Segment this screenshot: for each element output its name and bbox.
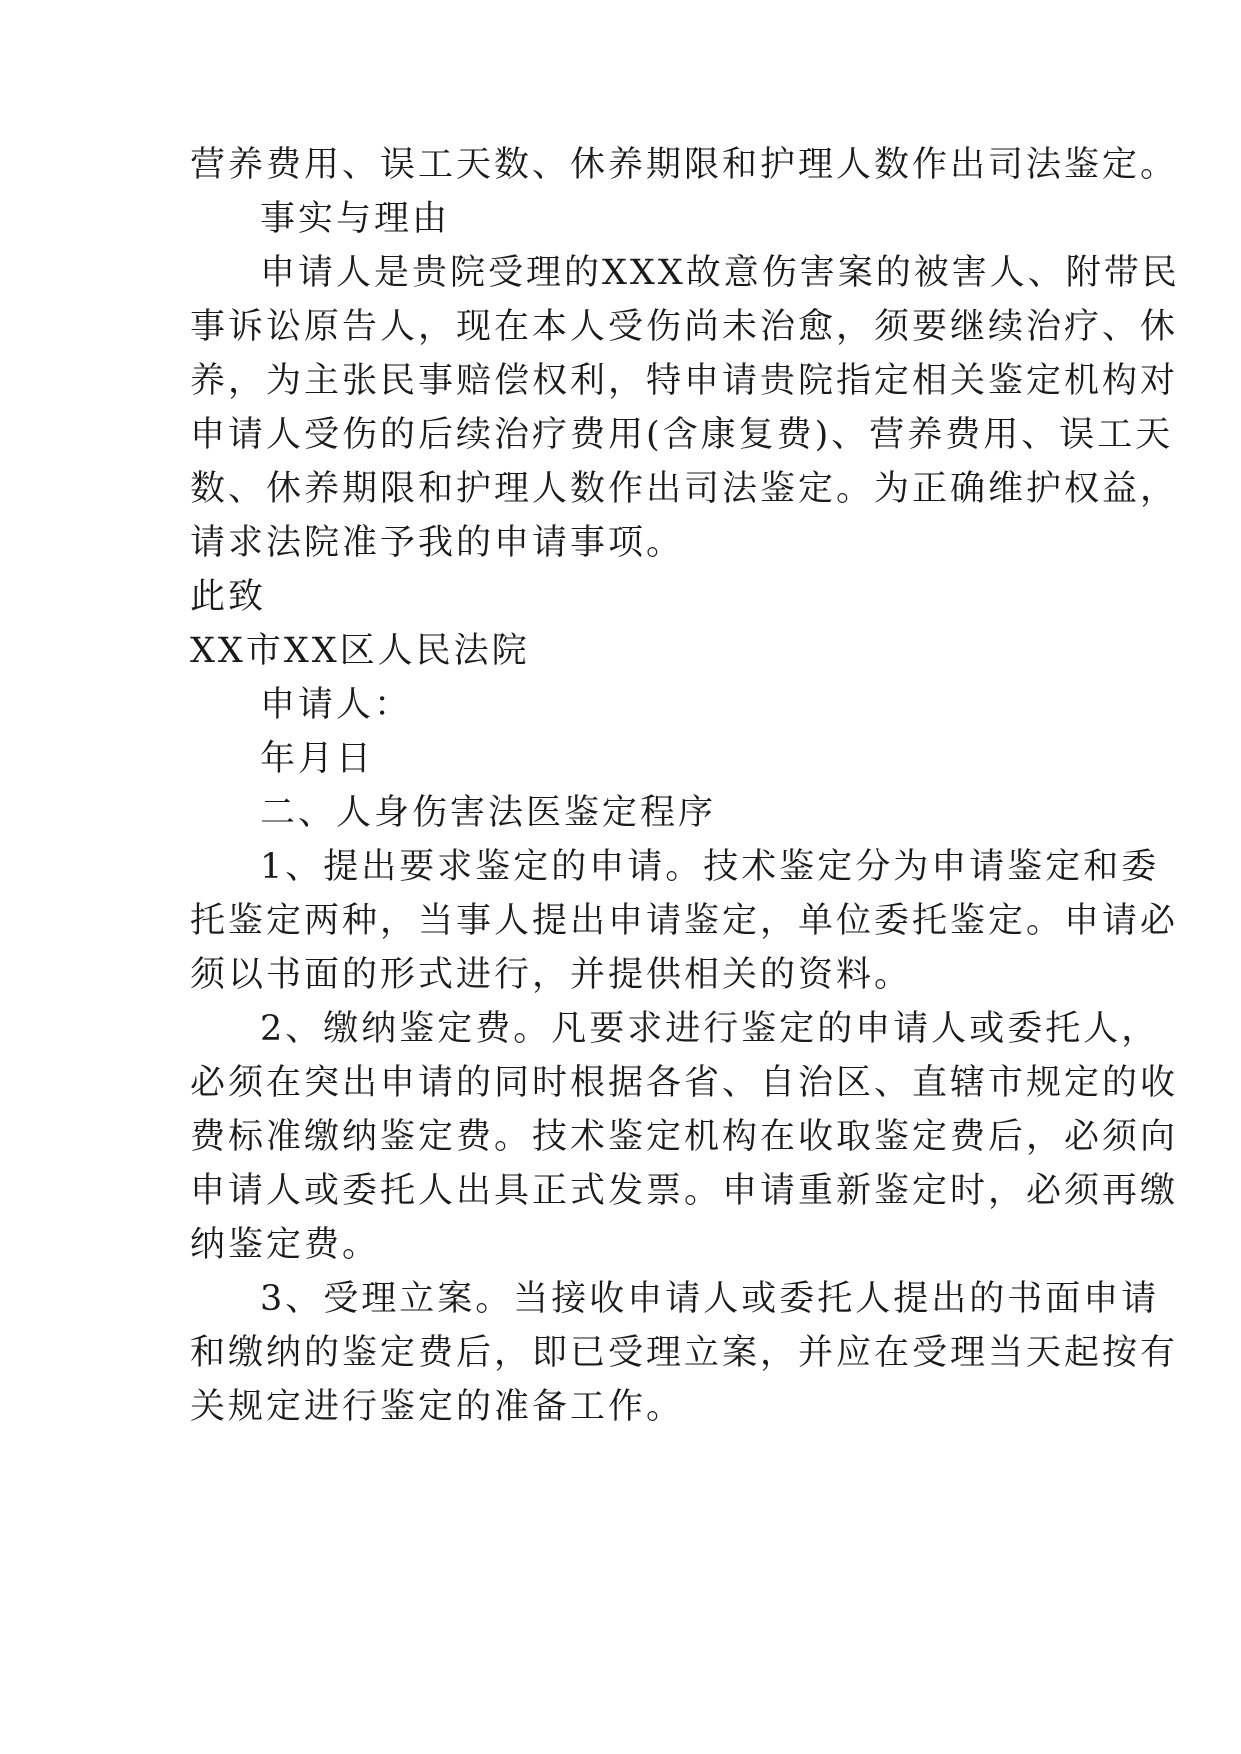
text-line: 3、受理立案。当接收申请人或委托人提出的书面申请 [260,1279,1160,1319]
text-line: 托鉴定两种，当事人提出申请鉴定，单位委托鉴定。申请必 [190,901,1179,941]
section-heading: 二、人身伤害法医鉴定程序 [260,793,717,833]
text-line: 申请人是贵院受理的XXX故意伤害案的被害人、附带民 [260,253,1180,293]
text-line: 费标准缴纳鉴定费。技术鉴定机构在收取鉴定费后，必须向 [190,1117,1179,1157]
text-line: 必须在突出申请的同时根据各省、自治区、直辖市规定的收 [190,1063,1179,1103]
text-line: 1、提出要求鉴定的申请。技术鉴定分为申请鉴定和委 [260,847,1160,887]
text-line: 数、休养期限和护理人数作出司法鉴定。为正确维护权益， [190,469,1179,509]
salutation: 此致 [190,577,267,617]
section-heading: 事实与理由 [260,199,451,239]
text-line: 须以书面的形式进行，并提供相关的资料。 [190,955,913,995]
text-line: 2、缴纳鉴定费。凡要求进行鉴定的申请人或委托人， [260,1009,1160,1049]
text-line: 和缴纳的鉴定费后，即已受理立案，并应在受理当天起按有 [190,1333,1179,1373]
date-line: 年月日 [260,739,375,779]
text-line: 请求法院准予我的申请事项。 [190,523,685,563]
text-line: 事诉讼原告人，现在本人受伤尚未治愈，须要继续治疗、休 [190,307,1179,347]
text-line: 关规定进行鉴定的准备工作。 [190,1387,685,1427]
addressee: XX市XX区人民法院 [190,631,530,671]
text-line: 申请人受伤的后续治疗费用(含康复费)、营养费用、误工天 [190,415,1174,455]
applicant-signature: 申请人： [260,685,413,725]
text-line: 申请人或委托人出具正式发票。申请重新鉴定时，必须再缴 [190,1171,1179,1211]
text-line: 纳鉴定费。 [190,1225,381,1265]
text-line: 营养费用、误工天数、休养期限和护理人数作出司法鉴定。 [190,145,1179,185]
text-line: 养，为主张民事赔偿权利，特申请贵院指定相关鉴定机构对 [190,361,1179,401]
